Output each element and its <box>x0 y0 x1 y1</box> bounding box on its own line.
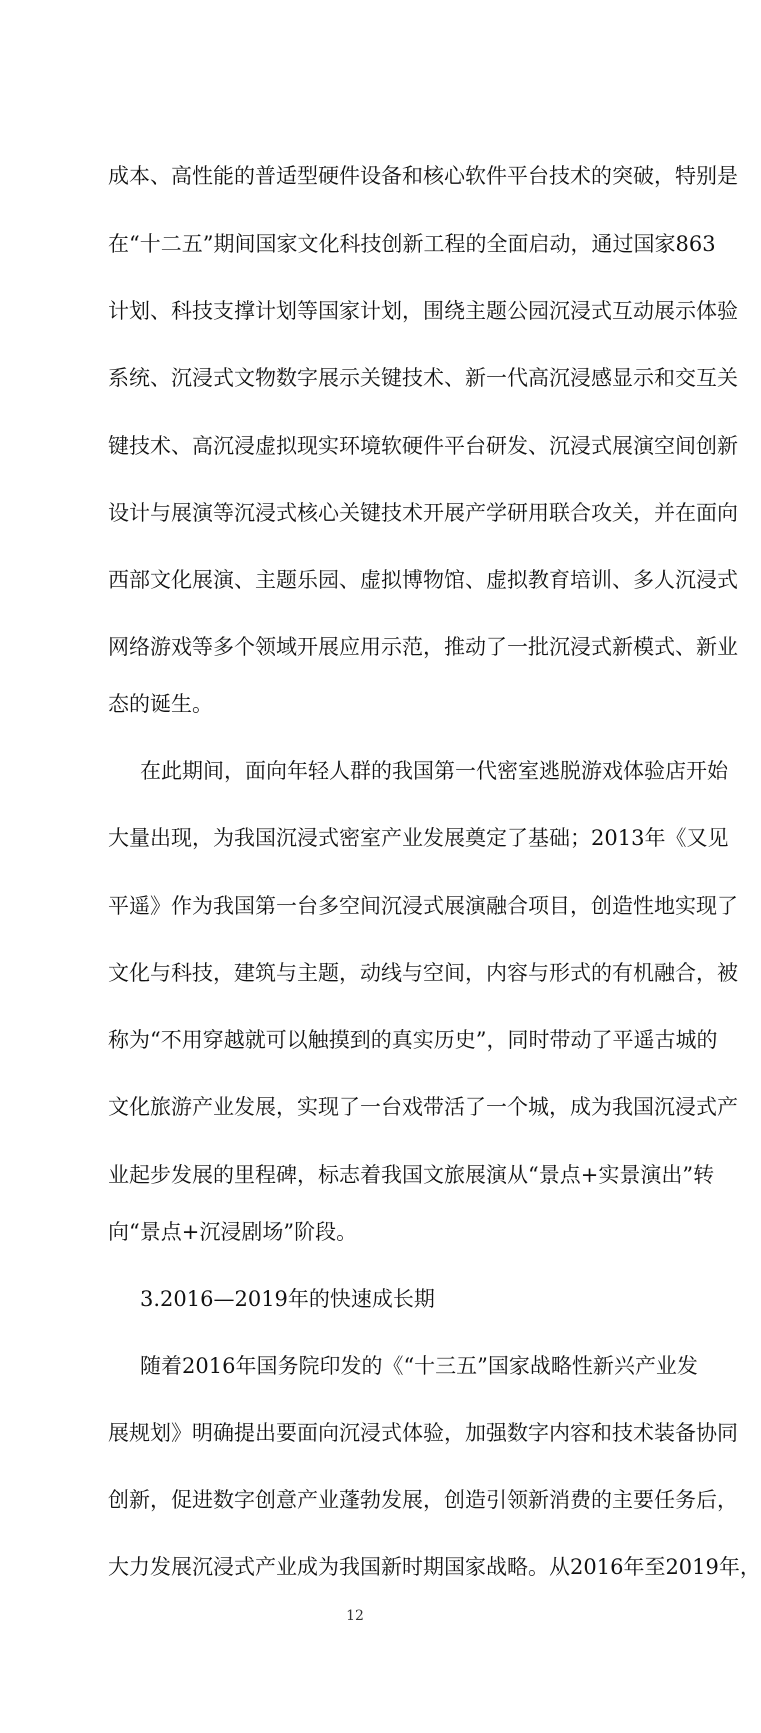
paragraph-line: 设计与展演等沉浸式核心关键技术开展产学研用联合攻关，并在面向 <box>108 501 738 525</box>
paragraph-line: 大力发展沉浸式产业成为我国新时期国家战略。从2016年至2019年， <box>108 1555 761 1579</box>
paragraph-line: 键技术、高沉浸虚拟现实环境软硬件平台研发、沉浸式展演空间创新 <box>108 434 738 458</box>
paragraph-line: 西部文化展演、主题乐园、虚拟博物馆、虚拟教育培训、多人沉浸式 <box>108 568 738 592</box>
paragraph-line: 展规划》明确提出要面向沉浸式体验，加强数字内容和技术装备协同 <box>108 1421 738 1445</box>
paragraph-line: 平遥》作为我国第一台多空间沉浸式展演融合项目，创造性地实现了 <box>108 894 738 918</box>
paragraph-line: 称为“不用穿越就可以触摸到的真实历史”，同时带动了平遥古城的 <box>108 1028 718 1052</box>
paragraph-line: 向“景点+沉浸剧场”阶段。 <box>108 1220 358 1244</box>
paragraph-line: 在“十二五”期间国家文化科技创新工程的全面启动，通过国家863 <box>108 232 716 256</box>
paragraph-line: 创新，促进数字创意产业蓬勃发展，创造引领新消费的主要任务后， <box>108 1488 738 1512</box>
paragraph-line: 网络游戏等多个领域开展应用示范，推动了一批沉浸式新模式、新业 <box>108 635 738 659</box>
paragraph-line: 业起步发展的里程碑，标志着我国文旅展演从“景点+实景演出”转 <box>108 1163 715 1187</box>
section-heading: 3.2016—2019年的快速成长期 <box>140 1287 435 1311</box>
paragraph-line: 大量出现，为我国沉浸式密室产业发展奠定了基础；2013年《又见 <box>108 826 729 850</box>
page-number: 12 <box>346 1608 364 1624</box>
paragraph-line: 文化与科技，建筑与主题，动线与空间，内容与形式的有机融合，被 <box>108 961 738 985</box>
paragraph-line: 在此期间，面向年轻人群的我国第一代密室逃脱游戏体验店开始 <box>140 759 728 783</box>
paragraph-line: 随着2016年国务院印发的《“十三五”国家战略性新兴产业发 <box>140 1354 698 1378</box>
paragraph-line: 计划、科技支撑计划等国家计划，围绕主题公园沉浸式互动展示体验 <box>108 299 738 323</box>
paragraph-line: 成本、高性能的普适型硬件设备和核心软件平台技术的突破，特别是 <box>108 164 738 188</box>
paragraph-line: 系统、沉浸式文物数字展示关键技术、新一代高沉浸感显示和交互关 <box>108 366 738 390</box>
paragraph-line: 态的诞生。 <box>108 692 213 716</box>
paragraph-line: 文化旅游产业发展，实现了一台戏带活了一个城，成为我国沉浸式产 <box>108 1095 738 1119</box>
